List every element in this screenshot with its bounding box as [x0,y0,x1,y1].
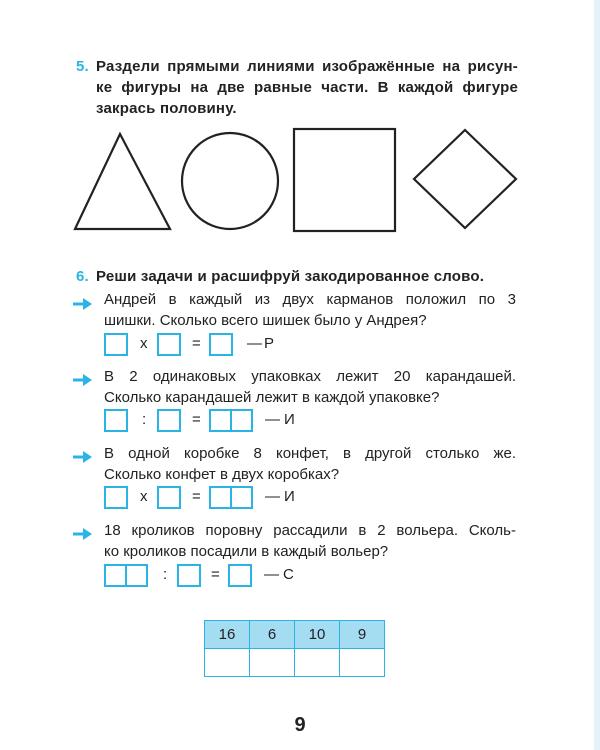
problem-4-text [104,520,516,562]
answer-box[interactable] [209,333,233,356]
arrow-icon [72,296,94,312]
answer-box[interactable] [157,486,181,509]
answer-letter-cell[interactable] [205,649,250,677]
answer-number-cell: 16 [205,621,250,649]
answer-box[interactable] [228,564,252,587]
dash-sign: — [265,488,280,505]
problem-line: шишки. Сколько всего шишек было у Андрея? [104,312,427,329]
answer-box[interactable] [104,409,128,432]
triangle-figure[interactable] [75,134,170,229]
problem-line: ко кроликов посадили в каждый вольер? [104,543,389,560]
answer-box-double[interactable] [104,564,148,587]
task-6-title: Реши задачи и расшифруй закодированное слово. [96,268,485,285]
problem-1-text [104,289,516,331]
equals-sign: = [192,335,201,352]
answer-box[interactable] [104,333,128,356]
dash-sign: — [265,411,280,428]
problem-line: Андрей в каждый из двух карманов положил по 3 [104,291,516,308]
answer-letter-cell[interactable] [250,649,295,677]
square-figure[interactable] [294,129,395,231]
diamond-figure[interactable] [414,130,516,228]
answer-letter-cell[interactable] [340,649,385,677]
circle-figure[interactable] [182,133,278,229]
answer-table-letters-row [205,649,385,677]
task-5-line: ке фигуры на две равные части. В каждой фигуре [96,79,518,96]
code-letter: И [284,411,295,428]
problem-line: 18 кроликов поровну рассадили в 2 вольера. Сколь- [104,522,516,539]
equals-sign: = [192,488,201,505]
arrow-icon [72,526,94,542]
divide-sign: : [142,411,147,428]
multiply-sign: х [140,488,148,505]
code-letter: Р [264,335,275,352]
code-letter: И [284,488,295,505]
problem-line: В 2 одинаковых упаковках лежит 20 карандашей. [104,368,516,385]
problem-3-text [104,443,516,485]
answer-box-double[interactable] [209,486,253,509]
task-5-text [96,56,518,119]
problem-line: Сколько карандашей лежит в каждой упаковке? [104,389,440,406]
task-5-line: Раздели прямыми линиями изображённые на рисун- [96,58,518,75]
problem-line: Сколько конфет в двух коробках? [104,466,340,483]
multiply-sign: х [140,335,148,352]
arrow-icon [72,372,94,388]
page-edge [594,0,600,750]
task-5-number: 5. [76,58,89,75]
answer-box[interactable] [177,564,201,587]
arrow-icon [72,449,94,465]
answer-number-cell: 10 [295,621,340,649]
answer-box[interactable] [157,409,181,432]
answer-number-cell: 9 [340,621,385,649]
answer-number-cell: 6 [250,621,295,649]
equals-sign: = [211,566,220,583]
answer-table-numbers-row [205,621,385,649]
answer-table [204,620,385,677]
divide-sign: : [163,566,168,583]
dash-sign: — [264,566,279,583]
dash-sign: — [247,335,262,352]
task-6-number: 6. [76,268,89,285]
task-5-line: закрась половину. [96,100,237,117]
answer-box[interactable] [104,486,128,509]
code-letter: С [283,566,294,583]
answer-box-double[interactable] [209,409,253,432]
problem-2-text [104,366,516,408]
answer-letter-cell[interactable] [295,649,340,677]
problem-line: В одной коробке 8 конфет, в другой столько же. [104,445,516,462]
page-number: 9 [294,714,306,736]
task-5-figures [0,120,600,240]
answer-box[interactable] [157,333,181,356]
equals-sign: = [192,411,201,428]
